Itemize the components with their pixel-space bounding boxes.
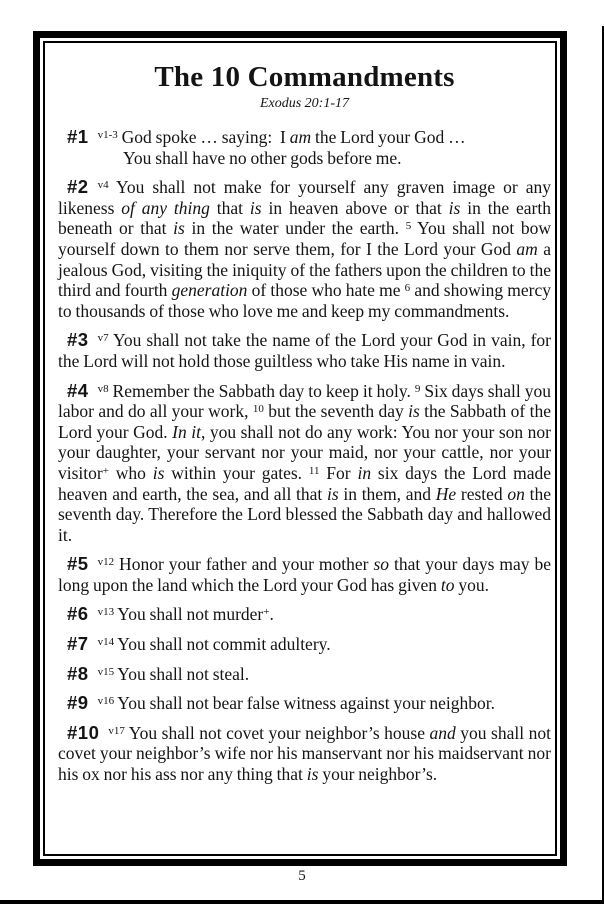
- commandment-number: #10: [67, 721, 100, 743]
- verse-text: the Lord your God …: [311, 127, 466, 147]
- verse-superscript: v15: [97, 665, 115, 678]
- verse-superscript: v14: [97, 636, 115, 649]
- verse-superscript: v13: [97, 606, 115, 619]
- verse-text: is: [408, 401, 420, 422]
- verse-text: You shall not bear false witness against your neighbor.: [114, 693, 496, 714]
- verse-text: and showing mercy to thousands of those who love me and keep my commandments.: [58, 280, 551, 321]
- verse-text: You shall have no other gods before me.: [123, 147, 402, 168]
- verse-text: within your gates.: [164, 462, 309, 483]
- page-subtitle: Exodus 20:1-17: [259, 96, 350, 111]
- verse-text: in them, and: [338, 483, 436, 504]
- verse-text: of those who hate me: [247, 280, 405, 301]
- commandment-number: #3: [67, 329, 89, 351]
- verse-text: is: [448, 197, 461, 218]
- commandment-number: #7: [67, 633, 89, 655]
- verse-superscript: 6: [404, 282, 411, 295]
- commandment-9: [58, 693, 551, 714]
- verse-text: Honor your father and your mother: [114, 554, 374, 575]
- verse-text: the Sabbath of the Lord your God.: [58, 401, 551, 442]
- verse-text: , you shall not do any work: You nor your son nor your daughter, your servant nor your maid, nor your cattle, nor your visitor: [58, 421, 551, 483]
- verse-text: Six days shall you labor and do all your work,: [58, 380, 551, 422]
- verse-text: Remember the Sabbath day to keep it holy.: [108, 380, 415, 401]
- verse-superscript: v16: [97, 695, 115, 708]
- page-border-frame: [33, 31, 567, 866]
- verse-superscript: v12: [97, 556, 115, 569]
- verse-text: in the water under the earth.: [184, 218, 406, 239]
- verse-text: In it: [172, 421, 201, 442]
- verse-text: your neighbor’s.: [318, 764, 438, 785]
- commandment-3: [58, 330, 551, 371]
- commandment-10: [58, 723, 551, 785]
- verse-text: a jealous God, visiting the iniquity of the fathers upon the children to the third and fourth: [58, 238, 551, 301]
- verse-superscript: 11: [308, 464, 320, 477]
- verse-text: God spoke … saying: I: [117, 127, 290, 147]
- commandment-number: #1: [67, 126, 89, 147]
- verse-text: six days the Lord made heaven and earth, the sea, and all that: [58, 462, 552, 504]
- verse-superscript: 9: [414, 382, 421, 395]
- page-inner-border: [43, 41, 557, 856]
- verse-text: of any thing: [121, 197, 210, 218]
- verse-superscript: v7: [97, 332, 109, 345]
- verse-superscript: 5: [405, 220, 412, 233]
- verse-text: He: [435, 483, 457, 504]
- verse-text: in heaven above or that: [261, 197, 449, 218]
- commandment-7: [58, 634, 551, 655]
- commandment-number: #8: [67, 662, 89, 684]
- commandment-number: #2: [67, 176, 89, 198]
- commandment-number: #4: [67, 379, 89, 401]
- commandment-number: #9: [67, 692, 89, 714]
- commandment-1: [67, 126, 551, 168]
- verse-text: in: [357, 462, 372, 483]
- verse-text: am: [289, 127, 312, 147]
- verse-text: is: [249, 197, 262, 218]
- verse-text: who: [108, 462, 153, 483]
- verse-superscript: +: [263, 606, 270, 619]
- verse-text: is: [152, 462, 165, 483]
- verse-superscript: 10: [252, 403, 264, 416]
- commandment-number: #5: [67, 553, 89, 575]
- verse-superscript: v4: [97, 179, 109, 192]
- scan-artifact-bottom-line: [0, 900, 604, 904]
- verse-text: rested: [456, 483, 508, 504]
- commandment-number: #6: [67, 603, 89, 625]
- commandments-list: [58, 127, 551, 785]
- commandment-2: [58, 177, 551, 321]
- commandment-8: [58, 664, 551, 685]
- verse-text: You shall not murder: [114, 604, 264, 625]
- verse-text: For: [319, 462, 358, 483]
- verse-text: so: [373, 554, 390, 575]
- verse-text: you.: [454, 574, 489, 595]
- verse-text: on: [507, 483, 525, 504]
- verse-text: You shall not steal.: [114, 663, 250, 684]
- verse-text: is: [306, 764, 319, 785]
- commandment-4: [58, 381, 551, 546]
- verse-text: You shall not take the name of the Lord your God in vain, for the Lord will not hold those guiltless who take His name in vain.: [58, 330, 551, 371]
- verse-superscript: v1-3: [97, 129, 118, 141]
- verse-text: to: [440, 574, 455, 595]
- verse-text: but the seventh day: [263, 401, 409, 422]
- commandment-6: [58, 604, 551, 625]
- verse-text: You shall not covet your neighbor’s house: [124, 722, 430, 743]
- verse-text: you shall not covet your neighbor’s wife nor his manservant nor his maidservant nor his ox nor his ass nor any thing that: [58, 722, 551, 785]
- verse-text: am: [516, 238, 538, 259]
- verse-text: You shall not commit adultery.: [114, 634, 331, 655]
- verse-superscript: +: [102, 464, 109, 477]
- page-title: The 10 Commandments: [154, 61, 455, 93]
- verse-text: You shall not bow yourself down to them nor serve them, for I the Lord your God: [58, 218, 552, 259]
- page-number: 5: [298, 868, 306, 884]
- verse-text: generation: [171, 280, 248, 301]
- verse-superscript: v8: [97, 382, 109, 395]
- verse-text: is: [326, 483, 339, 504]
- verse-text: and: [429, 722, 456, 743]
- verse-text: the seventh day. Therefore the Lord blessed the Sabbath day and hallowed it.: [58, 483, 551, 545]
- verse-superscript: v17: [108, 724, 125, 737]
- verse-text: .: [269, 604, 274, 625]
- verse-text: You shall not make for yourself any graven image or any likeness: [58, 177, 551, 218]
- verse-text: that your days may be long upon the land which the Lord your God has given: [58, 554, 552, 595]
- verse-text: in the earth beneath or that: [58, 197, 551, 239]
- verse-text: is: [173, 218, 185, 239]
- verse-text: that: [209, 197, 250, 218]
- commandment-5: [58, 554, 551, 595]
